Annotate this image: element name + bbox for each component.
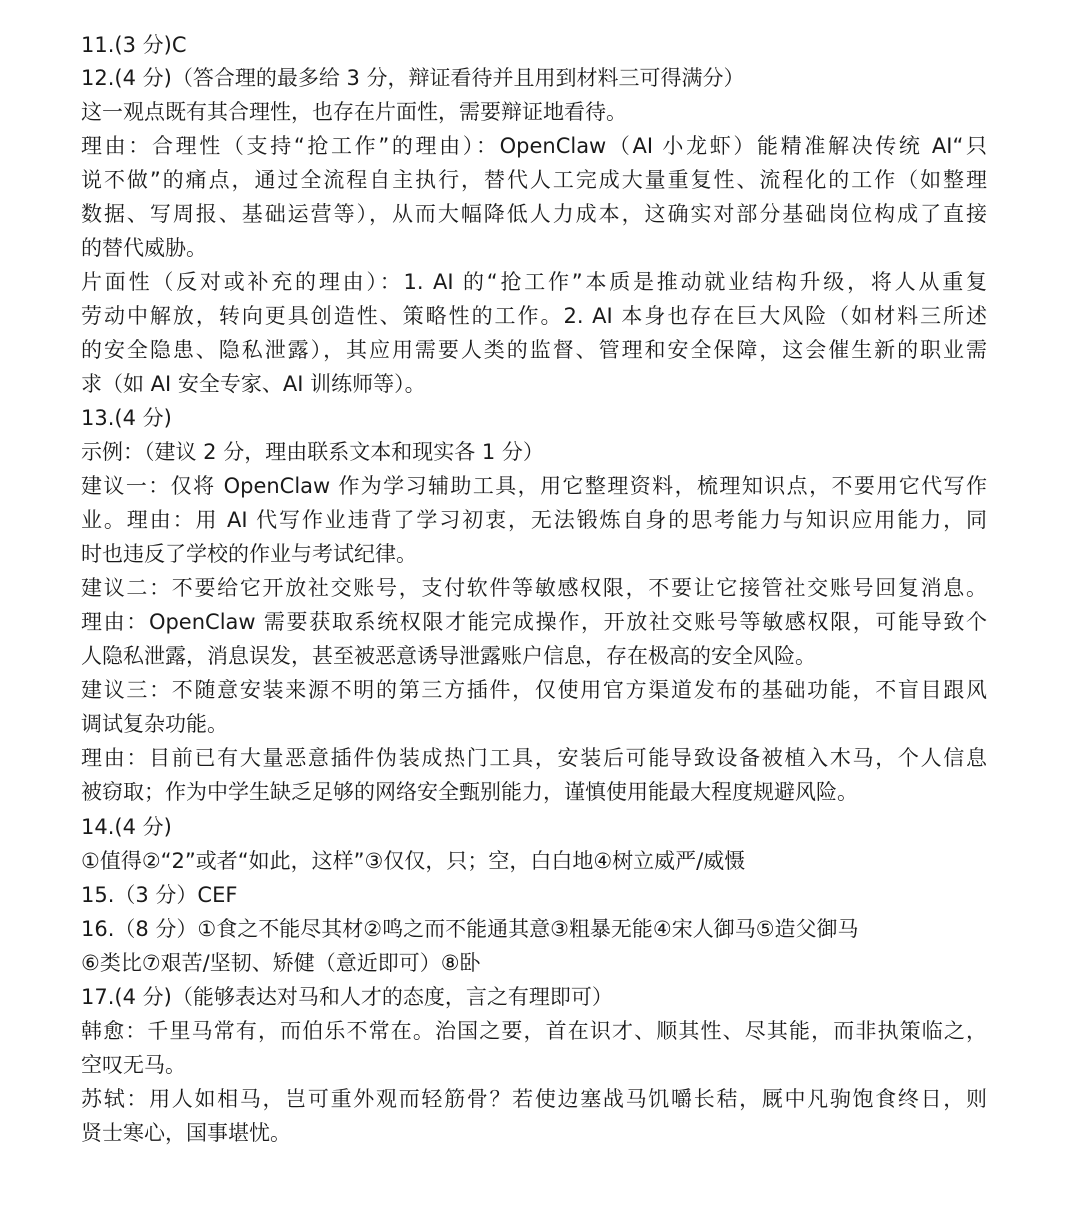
text-line: 数据、写周报、基础运营等），从而大幅降低人力成本，这确实对部分基础岗位构成了直接 (81, 202, 987, 226)
text-line: 11.(3 分)C (81, 33, 187, 57)
text-line: 说不做”的痛点，通过全流程自主执行，替代人工完成大量重复性、流程化的工作（如整理 (81, 168, 987, 192)
text-line: 13.(4 分) (81, 406, 172, 430)
text-line: 业。理由：用 AI 代写作业违背了学习初衷，无法锻炼自身的思考能力与知识应用能力，同 (81, 508, 987, 532)
text-line: 时也违反了学校的作业与考试纪律。 (81, 542, 417, 566)
text-line: 片面性（反对或补充的理由）：1. AI 的“抢工作”本质是推动就业结构升级，将人从重复 (81, 270, 987, 294)
text-line: 苏轼：用人如相马，岂可重外观而轻筋骨？若使边塞战马饥嚼长秸，厩中凡驹饱食终日，则 (81, 1087, 987, 1111)
text-line: ①值得②“2”或者“如此，这样”③仅仅，只；空，白白地④树立威严/威慑 (81, 849, 746, 873)
text-line: 16.（8 分）①食之不能尽其材②鸣之而不能通其意③粗暴无能④宋人御马⑤造父御马 (81, 917, 859, 941)
text-line: 示例：（建议 2 分，理由联系文本和现实各 1 分） (81, 440, 544, 464)
text-line: 韩愈：千里马常有，而伯乐不常在。治国之要，首在识才、顺其性、尽其能，而非执策临之， (81, 1019, 987, 1043)
text-line: 的替代威胁。 (81, 236, 207, 260)
text-line: 建议一：仅将 OpenClaw 作为学习辅助工具，用它整理资料，梳理知识点，不要用它代写作 (81, 474, 987, 498)
text-line: 建议三：不随意安装来源不明的第三方插件，仅使用官方渠道发布的基础功能，不盲目跟风 (81, 678, 987, 702)
text-line: 理由：合理性（支持“抢工作”的理由）：OpenClaw（AI 小龙虾）能精准解决传统 AI“只 (81, 134, 987, 158)
text-line: 理由：目前已有大量恶意插件伪装成热门工具，安装后可能导致设备被植入木马，个人信息 (81, 746, 987, 770)
text-line: 求（如 AI 安全专家、AI 训练师等）。 (81, 372, 426, 396)
text-line: ⑥类比⑦艰苦/坚韧、矫健（意近即可）⑧卧 (81, 951, 481, 975)
text-line: 被窃取；作为中学生缺乏足够的网络安全甄别能力，谨慎使用能最大程度规避风险。 (81, 780, 858, 804)
text-line: 调试复杂功能。 (81, 712, 228, 736)
text-line: 贤士寒心，国事堪忧。 (81, 1121, 291, 1145)
text-line: 空叹无马。 (81, 1053, 186, 1077)
text-line: 14.(4 分) (81, 815, 172, 839)
text-line: 人隐私泄露，消息误发，甚至被恶意诱导泄露账户信息，存在极高的安全风险。 (81, 644, 816, 668)
text-line: 理由：OpenClaw 需要获取系统权限才能完成操作，开放社交账号等敏感权限，可能导致个 (81, 610, 987, 634)
text-line: 12.(4 分)（答合理的最多给 3 分，辩证看待并且用到材料三可得满分） (81, 66, 745, 90)
text-line: 15.（3 分）CEF (81, 883, 238, 907)
text-line: 17.(4 分)（能够表达对马和人才的态度，言之有理即可） (81, 985, 613, 1009)
text-line: 的安全隐患、隐私泄露），其应用需要人类的监督、管理和安全保障，这会催生新的职业需 (81, 338, 987, 362)
text-line: 劳动中解放，转向更具创造性、策略性的工作。2. AI 本身也存在巨大风险（如材料三所述 (81, 304, 987, 328)
text-line: 建议二：不要给它开放社交账号，支付软件等敏感权限，不要让它接管社交账号回复消息。 (81, 576, 987, 600)
text-line: 这一观点既有其合理性，也存在片面性，需要辩证地看待。 (81, 100, 627, 124)
